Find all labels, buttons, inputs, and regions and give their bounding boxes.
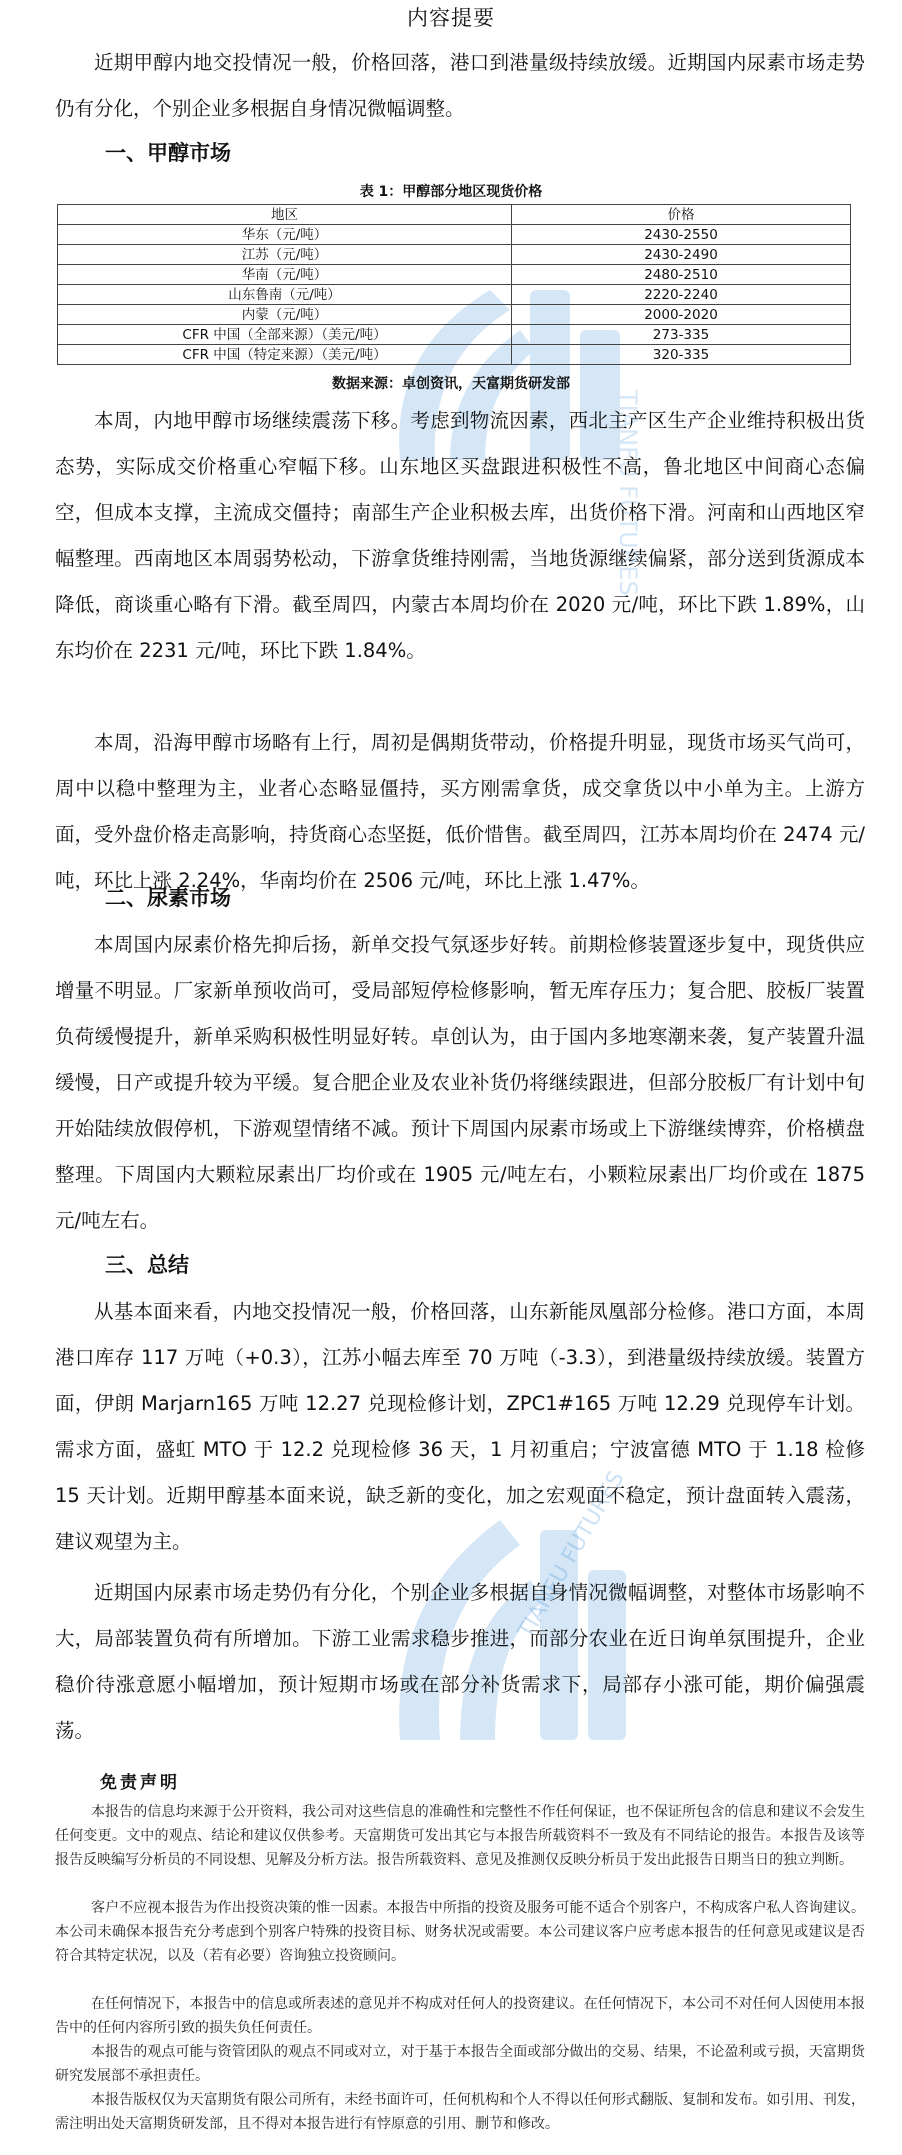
conclusion-urea-paragraph: 近期国内尿素市场走势仍有分化，个别企业多根据自身情况微幅调整，对整体市场影响不大，局部装置负荷有所增加。下游工业需求稳步推进，而部分农业在近日询单氛围提升，企业稳价待涨意愿小幅增加，预计短期市场或在部分补货需求下，局部存小涨可能，期价偏强震荡。 — [55, 1581, 865, 1742]
section-heading-methanol: 一、甲醇市场 — [105, 141, 231, 165]
table-caption: 表 1：甲醇部分地区现货价格 — [359, 184, 543, 200]
table-row — [58, 225, 851, 245]
price-cell: 2430-2490 — [512, 245, 851, 265]
table-row — [58, 265, 851, 285]
table-source-note: 数据来源：卓创资讯，天富期货研发部 — [332, 376, 570, 392]
disclaimer-paragraph: 本报告的信息均来源于公开资料，我公司对这些信息的准确性和完整性不作任何保证，也不保证所包含的信息和建议不会发生任何变更。文中的观点、结论和建议仅供参考。天富期货可发出其它与本报告所载资料不一致及有不同结论的报告。本报告及该等报告反映编写分析员的不同设想、见解及分析方法。报告所载资料、意见及推测仅反映分析员于发出此报告日期当日的独立判断。 — [55, 1804, 865, 1868]
price-cell: 320-335 — [512, 345, 851, 365]
disclaimer-paragraph: 客户不应视本报告为作出投资决策的惟一因素。本报告中所指的投资及服务可能不适合个别客户，不构成客户私人咨询建议。本公司未确保本报告充分考虑到个别客户特殊的投资目标、财务状况或需要。本公司建议客户应考虑本报告的任何意见或建议是否符合其特定状况，以及（若有必要）咨询独立投资顾问。 — [55, 1900, 865, 1964]
price-cell: 2220-2240 — [512, 285, 851, 305]
table-row — [58, 285, 851, 305]
methanol-coastal-paragraph: 本周，沿海甲醇市场略有上行，周初是偶期货带动，价格提升明显，现货市场买气尚可，周中以稳中整理为主，业者心态略显僵持，买方刚需拿货，成交拿货以中小单为主。上游方面，受外盘价格走高影响，持货商心态坚挺，低价惜售。截至周四，江苏本周均价在 2474 元/吨，环比上涨 2.24%，华南均价在 2506 元/吨，环比上涨 1.47%。 — [55, 731, 865, 892]
region-cell: CFR 中国（全部来源）（美元/吨） — [58, 325, 512, 345]
region-cell: 华南（元/吨） — [58, 265, 512, 285]
table-row — [58, 245, 851, 265]
section-heading-urea: 二、尿素市场 — [105, 886, 231, 910]
urea-paragraph: 本周国内尿素价格先抑后扬，新单交投气氛逐步好转。前期检修装置逐步复中，现货供应增量不明显。厂家新单预收尚可，受局部短停检修影响，暂无库存压力；复合肥、胶板厂装置负荷缓慢提升，新单采购积极性明显好转。卓创认为，由于国内多地寒潮来袭，复产装置升温缓慢，日产或提升较为平缓。复合肥企业及农业补货仍将继续跟进，但部分胶板厂有计划中旬开始陆续放假停机，下游观望情绪不减。预计下周国内尿素市场或上下游继续博弈，价格横盘整理。下周国内大颗粒尿素出厂均价或在 1905 元/吨左右，小颗粒尿素出厂均价或在 1875 元/吨左右。 — [55, 933, 865, 1232]
disclaimer-paragraph: 本报告版权仅为天富期货有限公司所有，未经书面许可，任何机构和个人不得以任何形式翻版、复制和发布。如引用、刊发，需注明出处天富期货研发部，且不得对本报告进行有悖原意的引用、删节和修改。 — [55, 2092, 865, 2132]
price-cell: 2430-2550 — [512, 225, 851, 245]
disclaimer-title: 免责声明 — [100, 1773, 180, 1793]
section-heading-conclusion: 三、总结 — [105, 1253, 189, 1277]
methanol-inland-paragraph: 本周，内地甲醇市场继续震荡下移。考虑到物流因素，西北主产区生产企业维持积极出货态势，实际成交价格重心窄幅下移。山东地区买盘跟进积极性不高，鲁北地区中间商心态偏空，但成本支撑，主流成交僵持；南部生产企业积极去库，出货价格下滑。河南和山西地区窄幅整理。西南地区本周弱势松动，下游拿货维持刚需，当地货源继续偏紧，部分送到货源成本降低，商谈重心略有下滑。截至周四，内蒙古本周均价在 2020 元/吨，环比下跌 1.89%，山东均价在 2231 元/吨，环比下跌 1.84%。 — [55, 409, 865, 662]
price-cell: 273-335 — [512, 325, 851, 345]
watermark-sub-text-lower: TIANFU FUTURES — [513, 1467, 630, 1643]
table-row — [58, 305, 851, 325]
region-cell: 内蒙（元/吨） — [58, 305, 512, 325]
column-header-region: 地区 — [58, 205, 512, 225]
watermark-sub-text: TIANFU FUTURES — [614, 390, 642, 596]
price-cell: 2480-2510 — [512, 265, 851, 285]
region-cell: 江苏（元/吨） — [58, 245, 512, 265]
region-cell: 华东（元/吨） — [58, 225, 512, 245]
table-header-row — [58, 205, 851, 225]
region-cell: 山东鲁南（元/吨） — [58, 285, 512, 305]
region-cell: CFR 中国（特定来源）（美元/吨） — [58, 345, 512, 365]
summary-title: 内容提要 — [407, 6, 495, 30]
disclaimer-paragraph: 本报告的观点可能与资管团队的观点不同或对立，对于基于本报告全面或部分做出的交易、结果，不论盈利或亏损，天富期货研究发展部不承担责任。 — [55, 2044, 865, 2084]
conclusion-methanol-paragraph: 从基本面来看，内地交投情况一般，价格回落，山东新能凤凰部分检修。港口方面，本周港口库存 117 万吨（+0.3），江苏小幅去库至 70 万吨（-3.3），到港量级持续放缓。装置方面，伊朗 Marjarn165 万吨 12.27 兑现检修计划，ZPC1#165 万吨 12.29 兑现停车计划。需求方面，盛虹 MTO 于 12.2 兑现检修 36 天，1 月初重启；宁波富德 MTO 于 1.18 检修 15 天计划。近期甲醇基本面来说，缺乏新的变化，加之宏观面不稳定，预计盘面转入震荡，建议观望为主。 — [55, 1300, 865, 1553]
disclaimer-paragraph: 在任何情况下，本报告中的信息或所表述的意见并不构成对任何人的投资建议。在任何情况下，本公司不对任何人因使用本报告中的任何内容所引致的损失负任何责任。 — [55, 1996, 865, 2036]
table-row — [58, 325, 851, 345]
table-row — [58, 345, 851, 365]
price-cell: 2000-2020 — [512, 305, 851, 325]
methanol-price-table — [57, 204, 851, 365]
summary-text: 近期甲醇内地交投情况一般，价格回落，港口到港量级持续放缓。近期国内尿素市场走势仍有分化，个别企业多根据自身情况微幅调整。 — [55, 51, 865, 120]
column-header-price: 价格 — [512, 205, 851, 225]
